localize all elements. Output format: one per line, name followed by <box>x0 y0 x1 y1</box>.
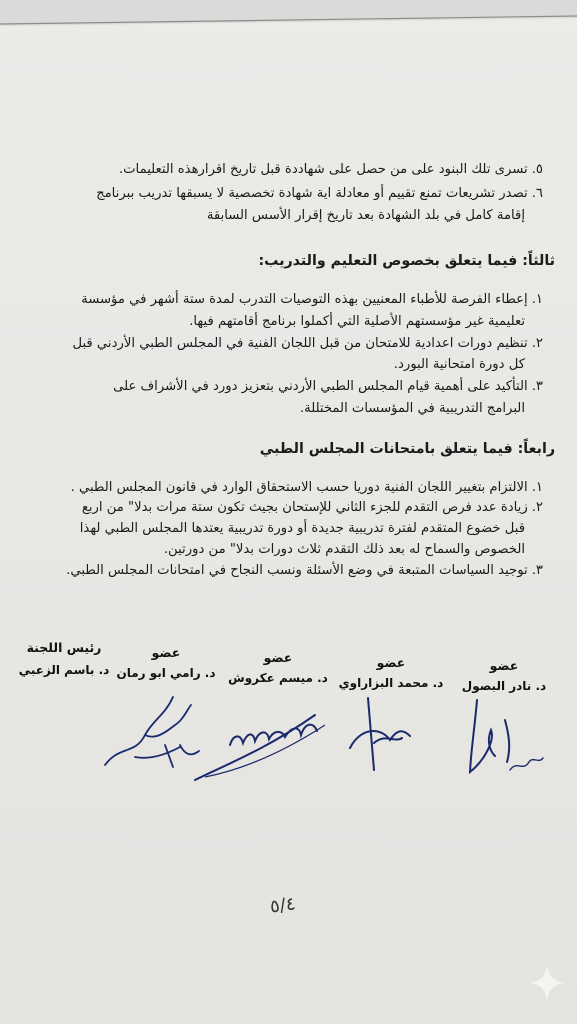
list-item: ٥.تسرى تلك البنود على من حصل على شهاددة قبل تاريخ اقرارهذه التعليمات. <box>118 162 543 177</box>
signatory-role: عضو <box>151 645 181 660</box>
signatory-name: د. محمد البزاراوي <box>338 676 444 690</box>
section-heading: ثالثاً: فيما يتعلق بخصوص التعليم والتدريب: <box>258 253 555 269</box>
page-number: ٥/٤ <box>268 893 297 918</box>
list-item: ١.الالتزام بتغيير اللجان الفنية دوريا حسب الاستحقاق الوارد في قانون المجلس الطبي . <box>70 480 543 495</box>
signatory-member <box>335 655 447 691</box>
signatory-role: رئيس اللجنة <box>26 640 102 655</box>
signatory-member <box>222 650 334 686</box>
list-item: ٦.تصدر تشريعات تمنع تقييم أو معادلة اية شهادة تخصصية لا يسبقها تدريب ببرنامج <box>96 186 543 201</box>
list-item-continuation: الخصوص والسماح له بعد ذلك التقدم ثلاث دورات بدلا" من دورتين. <box>163 542 525 557</box>
signatory-name: د. ميسم عكروش <box>228 671 328 685</box>
signatory-member <box>448 658 560 694</box>
list-item-continuation: إقامة كامل في بلد الشهادة بعد تاريخ إقرار الأسس السابقة <box>206 208 525 223</box>
signatory-role: عضو <box>376 655 406 670</box>
sparkle-icon <box>527 963 567 1003</box>
list-item: ٣.التأكيد على أهمية قيام المجلس الطبي الأردني بتعزيز دورد في الأشراف على <box>113 379 543 394</box>
handwritten-signature <box>185 695 335 790</box>
handwritten-signature <box>455 690 550 785</box>
signatory-name: د. نادر البصول <box>461 679 547 693</box>
list-item: ١.إعطاء الفرصة للأطباء المعنيين بهذه التوصيات التدرب لمدة ستة أشهر في مؤسسة <box>81 292 543 307</box>
signatory-chair <box>8 640 120 678</box>
list-item: ٢.زيادة عدد فرص التقدم للجزء الثاني للإستحان بجيث تكون ستة مرات بدلا" من اربع <box>81 500 543 515</box>
signatory-member <box>110 645 222 681</box>
list-item-continuation: كل دورة امتحانية البورد. <box>393 357 525 372</box>
signatory-name: د. باسم الزعبي <box>18 663 110 677</box>
list-item: ٣.توجيد السياسات المتبعة في وضع الأسئلة ونسب النجاح في امتحانات المجلس الطبي. <box>66 563 543 578</box>
list-item: ٢.تنظيم دورات اعدادية للامتحان من قبل اللجان الفنية في المجلس الطبي الأردني قبل <box>72 336 543 351</box>
signatory-name: د. رامي ابو رمان <box>116 666 216 680</box>
section-heading: رابعاً: فيما يتعلق بامتحانات المجلس الطبي <box>259 441 555 457</box>
list-item-continuation: البرامج التدريبية في المؤسسات المختللة. <box>299 401 525 416</box>
list-item-continuation: تعليمية غير مؤسستهم الأصلية التي أكملوا برنامج أقامتهم فيها. <box>189 314 525 329</box>
top-edge-stripe <box>0 0 577 30</box>
signatory-role: عضو <box>263 650 293 665</box>
list-item-continuation: قبل خضوع المتقدم لفترة تدريبية جديدة أو دورة تدريبية يعتدها المجلس الطبي لهذا <box>79 521 525 536</box>
handwritten-signature <box>340 688 415 778</box>
signatory-role: عضو <box>489 658 519 673</box>
